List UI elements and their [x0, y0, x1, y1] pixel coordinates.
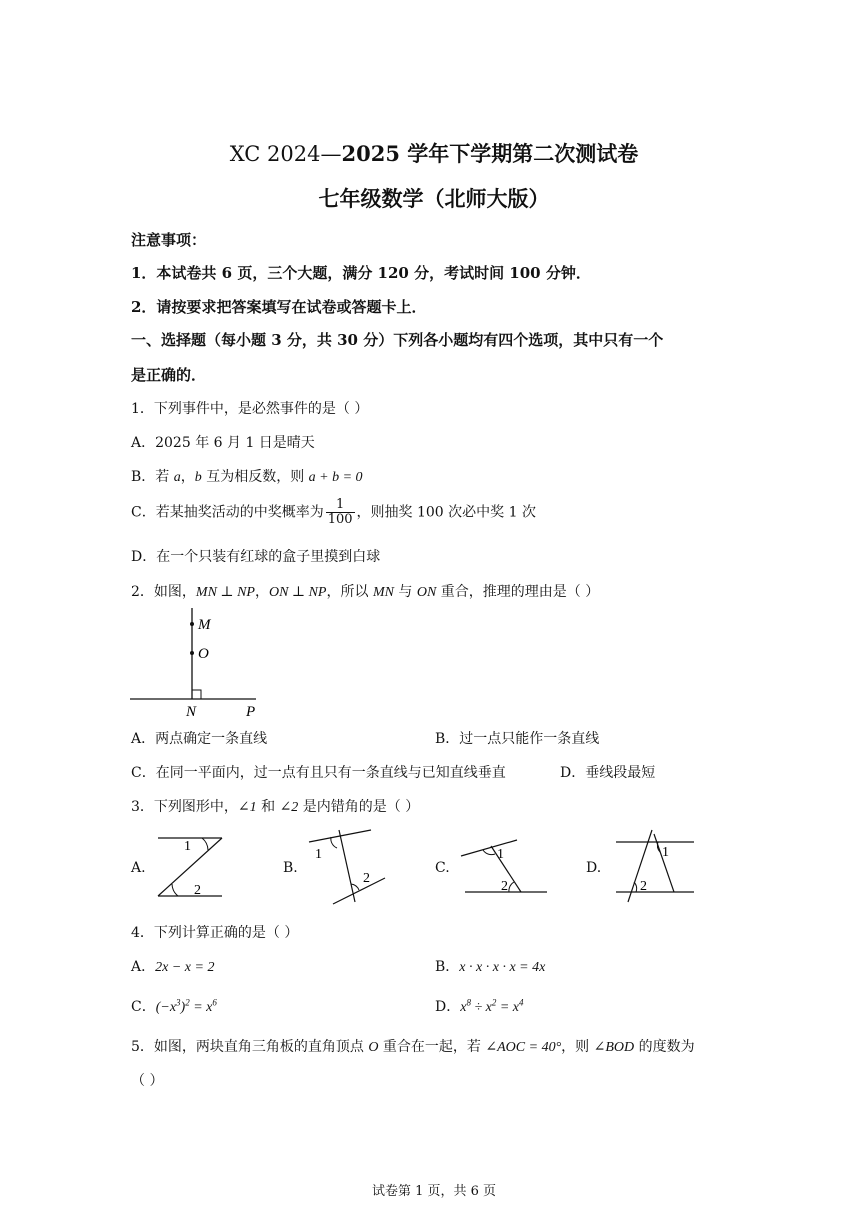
q3-figure-a — [150, 828, 230, 904]
section1-heading-line2: 是正确的． — [131, 366, 207, 384]
angle-label-2: 2 — [194, 883, 201, 898]
label-p: P — [246, 704, 256, 720]
q3-label-b: B. — [283, 860, 298, 876]
q3-stem: 3．下列图形中，∠1 和 ∠2 是内错角的是（ ） — [131, 799, 420, 815]
q2-option-a: A．两点确定一条直线 — [131, 731, 268, 747]
angle-label-1: 1 — [315, 847, 322, 862]
q3-label-c: C. — [435, 860, 450, 876]
angle-label-1: 1 — [184, 839, 191, 854]
q5-stem-line1: 5．如图，两块直角三角板的直角顶点 O 重合在一起，若 ∠AOC = 40°，则 ∠BOD 的度数为 — [131, 1039, 695, 1055]
q1-stem: 1．下列事件中，是必然事件的是（ ） — [131, 401, 369, 417]
q4-option-d: D．$x^8 \div x^2 = x^4$ — [435, 997, 524, 1015]
q3-figure-b — [303, 826, 393, 906]
q5-stem-line2: （ ） — [131, 1073, 164, 1089]
angle-label-2: 2 — [363, 871, 370, 886]
q1-option-d: D．在一个只装有红球的盒子里摸到白球 — [131, 549, 381, 565]
q2-figure — [128, 604, 268, 720]
label-n: N — [186, 704, 197, 720]
q3-figure-d — [608, 826, 698, 904]
angle-label-2: 2 — [501, 879, 508, 894]
notice-item-1: 1．本试卷共 6 页，三个大题，满分 120 分，考试时间 100 分钟． — [131, 264, 591, 282]
angle-label-1: 1 — [497, 847, 504, 862]
exam-title-line2: 七年级数学（北师大版） — [318, 186, 550, 211]
q1-option-c: C．若某抽奖活动的中奖概率为 $\frac{1}{100}$ ，则抽奖 100 次必中奖 1 次 — [131, 497, 536, 527]
q4-option-b: B．x · x · x · x = 4x — [435, 959, 546, 975]
q2-option-d: D．垂线段最短 — [560, 765, 656, 781]
page-footer: 试卷第 1 页，共 6 页 — [371, 1184, 497, 1199]
q2-option-b: B．过一点只能作一条直线 — [435, 731, 600, 747]
q3-label-a: A. — [131, 860, 146, 876]
label-m: M — [198, 617, 211, 633]
q1-option-b: B．若 a，b 互为相反数，则 a + b = 0 — [131, 469, 363, 485]
notice-heading: 注意事项： — [131, 231, 207, 249]
exam-title-line1: XC 2024—2025 学年下学期第二次测试卷 — [229, 141, 639, 166]
angle-label-2: 2 — [640, 879, 647, 894]
q1-option-a: A．2025 年 6 月 1 日是晴天 — [131, 435, 315, 451]
q3-figure-c — [455, 834, 555, 900]
notice-item-2: 2．请按要求把答案填写在试卷或答题卡上． — [131, 298, 427, 316]
q2-stem: 2．如图，MN ⊥ NP，ON ⊥ NP，所以 MN 与 ON 重合，推理的理由是（ ） — [131, 584, 600, 600]
q2-option-c: C．在同一平面内，过一点有且只有一条直线与已知直线垂直 — [131, 765, 506, 781]
q4-stem: 4．下列计算正确的是（ ） — [131, 925, 299, 941]
q3-label-d: D. — [586, 860, 602, 876]
section1-heading-line1: 一、选择题（每小题 3 分，共 30 分）下列各小题均有四个选项，其中只有一个 — [131, 331, 664, 349]
fraction: $\frac{1}{100}$ — [327, 497, 353, 527]
q4-option-c: C．$(-x^3)^2 = x^6$ — [131, 997, 217, 1015]
angle-label-1: 1 — [662, 845, 669, 860]
q4-option-a: A．2x − x = 2 — [131, 959, 215, 975]
label-o: O — [198, 646, 209, 662]
